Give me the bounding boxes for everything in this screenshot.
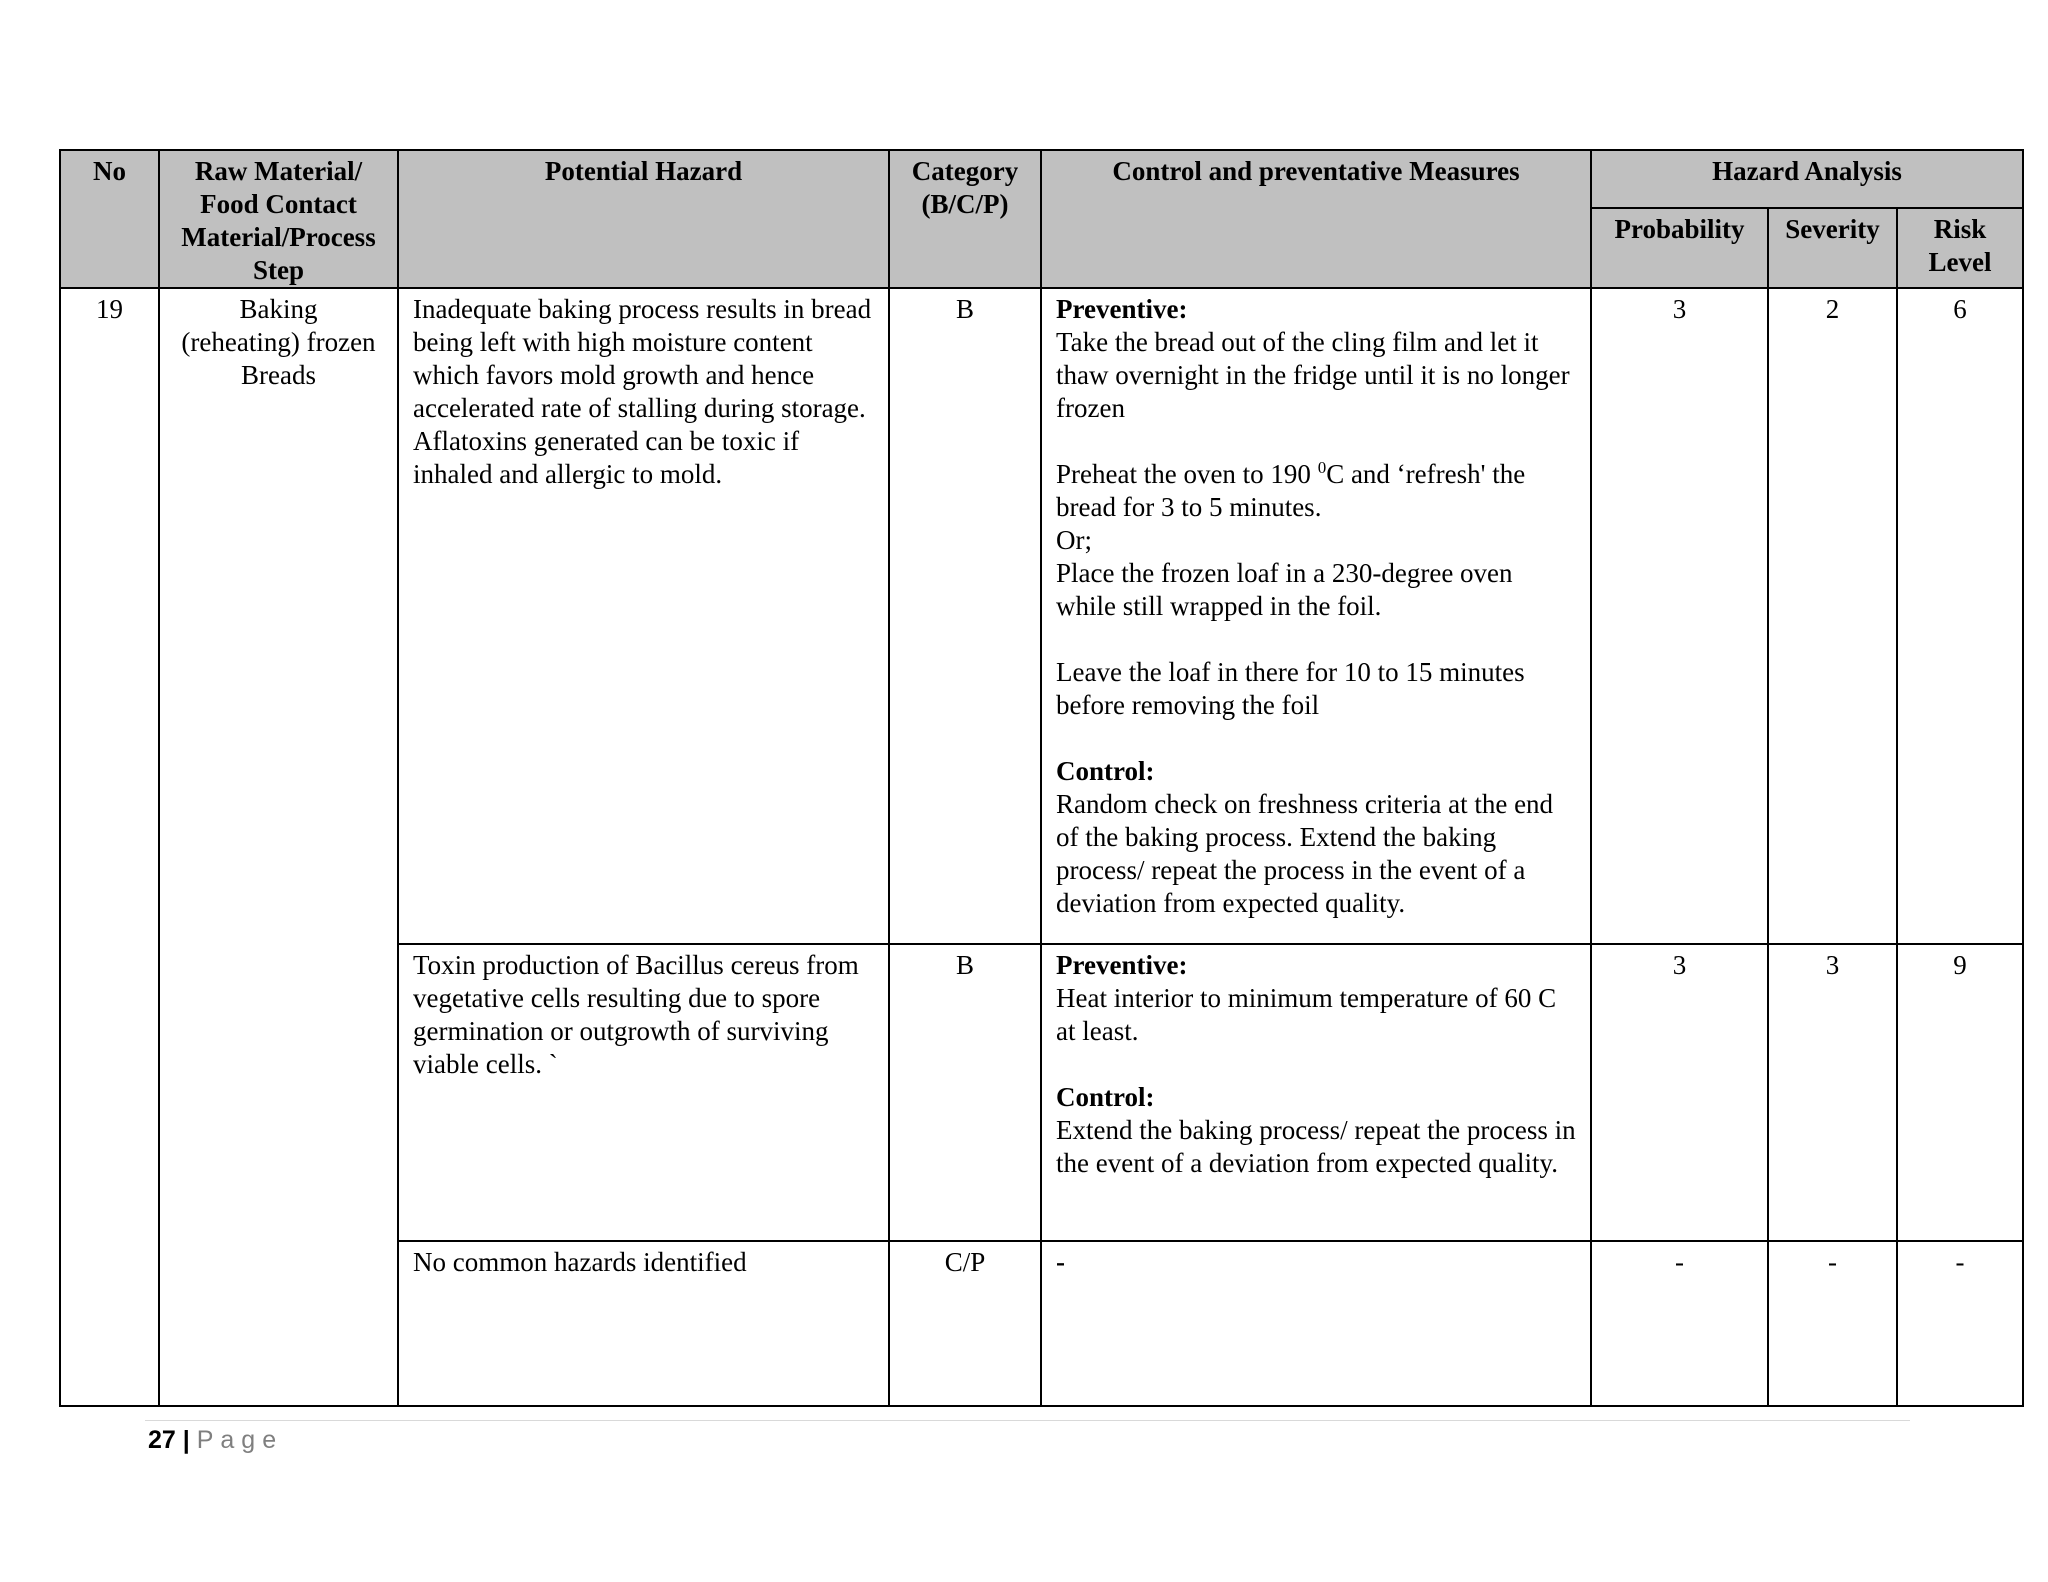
page-label: Page	[196, 1426, 284, 1454]
potential-hazard-cell: No common hazards identified	[398, 1241, 889, 1406]
risk-level-cell: 6	[1897, 288, 2023, 944]
step-name: Baking (reheating) frozen Breads	[159, 288, 398, 1406]
control-measures-cell: Preventive: Take the bread out of the cling film and let it thaw overnight in the fridge until it is no longer frozen Preheat the oven to 190 $^0$C and ‘refresh' the bread for 3 to 5 minutes. Or; Place the frozen loaf in a 230-degree oven while still wrapped in the foil. Leave the loaf in there for 10 to 15 minutes before removing the foil Control: Random check on freshness criteria at the end of the baking process. Extend the baking process/ repeat the process in the event of a deviation from expected quality.	[1041, 288, 1591, 944]
header-no: No	[60, 150, 159, 288]
risk-level-cell: -	[1897, 1241, 2023, 1406]
footer-divider	[145, 1420, 1910, 1421]
control-measures-cell: -	[1041, 1241, 1591, 1406]
hazard-analysis-table	[59, 149, 2024, 1407]
probability-cell: -	[1591, 1241, 1768, 1406]
header-raw-material: Raw Material/ Food Contact Material/Process Step	[159, 150, 398, 288]
page-footer	[148, 1425, 283, 1455]
header-severity: Severity	[1768, 208, 1897, 289]
header-control-measures: Control and preventative Measures	[1041, 150, 1591, 288]
header-hazard-analysis: Hazard Analysis	[1591, 150, 2023, 208]
potential-hazard-cell: Inadequate baking process results in bread being left with high moisture content which favors mold growth and hence accelerated rate of stalling during storage. Aflatoxins generated can be toxic if inhaled and allergic to mold.	[398, 288, 889, 944]
potential-hazard-cell: Toxin production of Bacillus cereus from vegetative cells resulting due to spore germination or outgrowth of surviving viable cells. `	[398, 944, 889, 1241]
header-category: Category (B/C/P)	[889, 150, 1041, 288]
category-cell: B	[889, 288, 1041, 944]
header-potential-hazard: Potential Hazard	[398, 150, 889, 288]
page-separator: |	[182, 1426, 190, 1454]
header-risk-level: Risk Level	[1897, 208, 2023, 289]
page-number: 27	[148, 1426, 176, 1454]
severity-cell: 3	[1768, 944, 1897, 1241]
probability-cell: 3	[1591, 288, 1768, 944]
step-number: 19	[60, 288, 159, 1406]
control-measures-cell: Preventive: Heat interior to minimum temperature of 60 C at least. Control: Extend the baking process/ repeat the process in the event of a deviation from expected quality.	[1041, 944, 1591, 1241]
probability-cell: 3	[1591, 944, 1768, 1241]
category-cell: B	[889, 944, 1041, 1241]
table-row	[60, 288, 2023, 944]
header-probability: Probability	[1591, 208, 1768, 289]
severity-cell: 2	[1768, 288, 1897, 944]
risk-level-cell: 9	[1897, 944, 2023, 1241]
severity-cell: -	[1768, 1241, 1897, 1406]
category-cell: C/P	[889, 1241, 1041, 1406]
